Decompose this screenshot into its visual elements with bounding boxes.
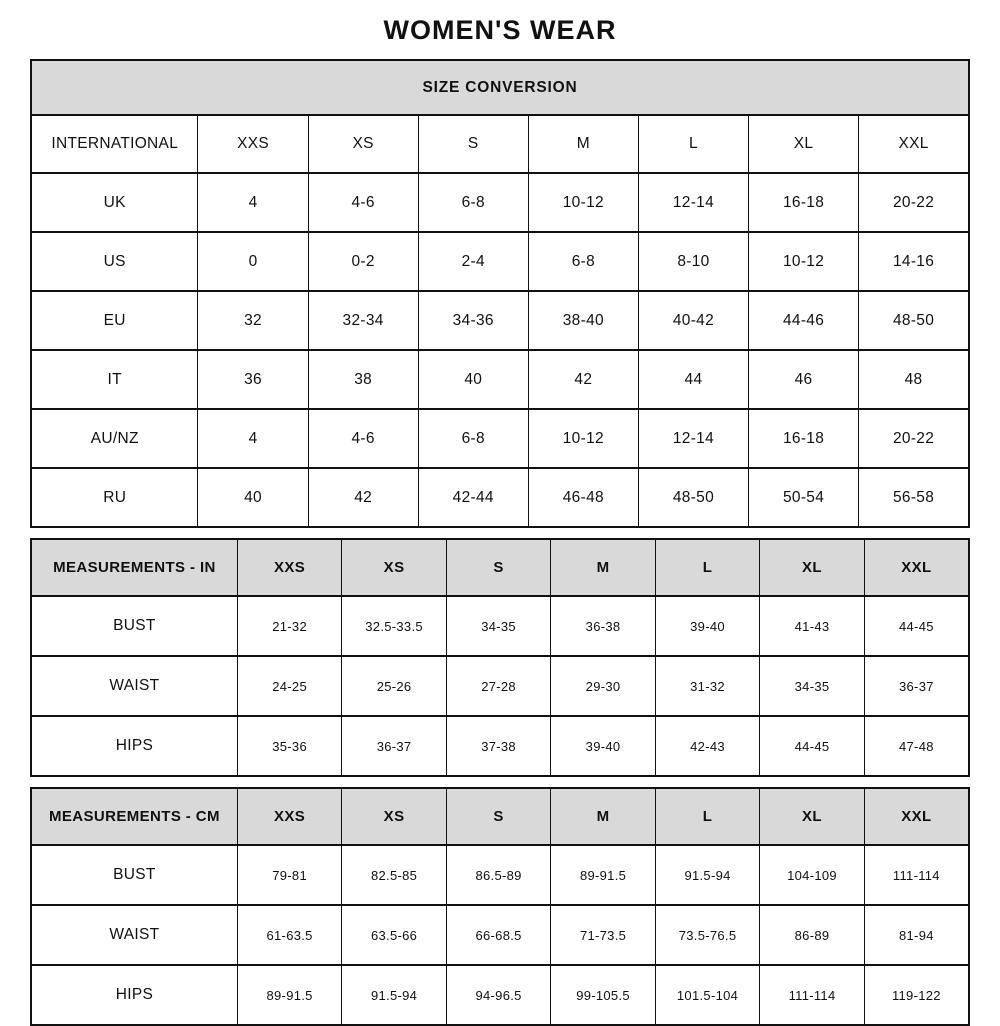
size-cell: 4 <box>198 409 308 468</box>
measurement-cell: 66-68.5 <box>446 905 550 965</box>
measurement-cell: 111-114 <box>760 965 864 1025</box>
measurement-cell: 31-32 <box>655 656 759 716</box>
size-cell: 4-6 <box>308 173 418 232</box>
row-label-cell: UK <box>31 173 198 232</box>
measurement-cell: 41-43 <box>760 596 864 656</box>
row-label-cell: RU <box>31 468 198 527</box>
col-header-cell: L <box>655 539 759 596</box>
measurement-cell: 71-73.5 <box>551 905 655 965</box>
size-cell: 36 <box>198 350 308 409</box>
size-cell: 42 <box>308 468 418 527</box>
col-header-cell: MEASUREMENTS - CM <box>31 788 237 845</box>
row-label-cell: BUST <box>31 845 237 905</box>
size-cell: 48-50 <box>638 468 748 527</box>
measurement-cell: 47-48 <box>864 716 969 776</box>
col-header-cell: XS <box>342 539 446 596</box>
measurement-cell: 86.5-89 <box>446 845 550 905</box>
size-cell: 6-8 <box>418 409 528 468</box>
table-row <box>31 232 969 291</box>
measurement-cell: 29-30 <box>551 656 655 716</box>
row-label-cell: EU <box>31 291 198 350</box>
measurement-cell: 111-114 <box>864 845 969 905</box>
measurement-cell: 89-91.5 <box>237 965 341 1025</box>
size-cell: 46-48 <box>528 468 638 527</box>
col-header-cell: XL <box>760 788 864 845</box>
measurement-cell: 36-37 <box>864 656 969 716</box>
col-header-cell: S <box>418 115 528 173</box>
size-cell: 40 <box>418 350 528 409</box>
size-cell: 16-18 <box>749 173 859 232</box>
size-cell: 46 <box>749 350 859 409</box>
column-header-row <box>31 788 969 845</box>
size-cell: 42-44 <box>418 468 528 527</box>
size-cell: 40-42 <box>638 291 748 350</box>
size-cell: 0 <box>198 232 308 291</box>
table-row <box>31 291 969 350</box>
measurement-cell: 25-26 <box>342 656 446 716</box>
size-cell: 48-50 <box>859 291 969 350</box>
row-label-cell: IT <box>31 350 198 409</box>
size-cell: 8-10 <box>638 232 748 291</box>
page-title: WOMEN'S WEAR <box>383 15 617 45</box>
size-cell: 44 <box>638 350 748 409</box>
col-header-cell: XXS <box>237 539 341 596</box>
table-row <box>31 173 969 232</box>
measurement-cell: 73.5-76.5 <box>655 905 759 965</box>
measurement-cell: 101.5-104 <box>655 965 759 1025</box>
measurement-cell: 82.5-85 <box>342 845 446 905</box>
row-label-cell: WAIST <box>31 905 237 965</box>
size-cell: 44-46 <box>749 291 859 350</box>
measurement-cell: 94-96.5 <box>446 965 550 1025</box>
col-header-cell: MEASUREMENTS - IN <box>31 539 237 596</box>
row-label-cell: HIPS <box>31 716 237 776</box>
measurement-cell: 89-91.5 <box>551 845 655 905</box>
table-row <box>31 965 969 1025</box>
col-header-cell: XXL <box>864 788 969 845</box>
size-cell: 32-34 <box>308 291 418 350</box>
table-row <box>31 845 969 905</box>
col-header-cell: XXL <box>864 539 969 596</box>
table-row <box>31 350 969 409</box>
table-row <box>31 596 969 656</box>
measurement-cell: 39-40 <box>551 716 655 776</box>
col-header-cell: INTERNATIONAL <box>31 115 198 173</box>
col-header-cell: XXS <box>237 788 341 845</box>
measurement-cell: 36-37 <box>342 716 446 776</box>
measurement-cell: 37-38 <box>446 716 550 776</box>
size-cell: 34-36 <box>418 291 528 350</box>
col-header-cell: S <box>446 539 550 596</box>
size-cell: 40 <box>198 468 308 527</box>
size-cell: 4 <box>198 173 308 232</box>
size-cell: 14-16 <box>859 232 969 291</box>
measurement-cell: 44-45 <box>864 596 969 656</box>
measurement-cell: 42-43 <box>655 716 759 776</box>
measurement-cell: 32.5-33.5 <box>342 596 446 656</box>
table-row <box>31 905 969 965</box>
column-header-row <box>31 115 969 173</box>
col-header-cell: XL <box>760 539 864 596</box>
row-label-cell: US <box>31 232 198 291</box>
measurement-cell: 21-32 <box>237 596 341 656</box>
size-cell: 38 <box>308 350 418 409</box>
size-cell: 4-6 <box>308 409 418 468</box>
measurement-cell: 35-36 <box>237 716 341 776</box>
col-header-cell: M <box>528 115 638 173</box>
table-row <box>31 656 969 716</box>
col-header-cell: L <box>655 788 759 845</box>
size-cell: 12-14 <box>638 409 748 468</box>
table-banner-row <box>31 60 969 115</box>
measurement-cell: 99-105.5 <box>551 965 655 1025</box>
size-cell: 20-22 <box>859 173 969 232</box>
size-cell: 2-4 <box>418 232 528 291</box>
size-conversion-table <box>30 59 970 528</box>
size-conversion-title: SIZE CONVERSION <box>31 60 969 115</box>
size-cell: 32 <box>198 291 308 350</box>
measurements-in-table <box>30 538 970 777</box>
col-header-cell: XXS <box>198 115 308 173</box>
size-cell: 50-54 <box>749 468 859 527</box>
column-header-row <box>31 539 969 596</box>
col-header-cell: XL <box>749 115 859 173</box>
row-label-cell: HIPS <box>31 965 237 1025</box>
col-header-cell: M <box>551 788 655 845</box>
measurement-cell: 36-38 <box>551 596 655 656</box>
measurement-cell: 104-109 <box>760 845 864 905</box>
size-cell: 48 <box>859 350 969 409</box>
row-label-cell: WAIST <box>31 656 237 716</box>
table-row <box>31 716 969 776</box>
measurement-cell: 61-63.5 <box>237 905 341 965</box>
size-cell: 16-18 <box>749 409 859 468</box>
measurements-cm-table <box>30 787 970 1026</box>
size-chart-sheet <box>30 0 970 1026</box>
row-label-cell: BUST <box>31 596 237 656</box>
size-cell: 56-58 <box>859 468 969 527</box>
measurement-cell: 27-28 <box>446 656 550 716</box>
col-header-cell: M <box>551 539 655 596</box>
size-cell: 10-12 <box>528 409 638 468</box>
size-cell: 20-22 <box>859 409 969 468</box>
measurement-cell: 34-35 <box>760 656 864 716</box>
table-row <box>31 468 969 527</box>
measurement-cell: 81-94 <box>864 905 969 965</box>
col-header-cell: XS <box>342 788 446 845</box>
measurement-cell: 39-40 <box>655 596 759 656</box>
measurement-cell: 63.5-66 <box>342 905 446 965</box>
size-cell: 10-12 <box>528 173 638 232</box>
measurement-cell: 79-81 <box>237 845 341 905</box>
measurement-cell: 91.5-94 <box>342 965 446 1025</box>
table-row <box>31 409 969 468</box>
measurement-cell: 91.5-94 <box>655 845 759 905</box>
measurement-cell: 24-25 <box>237 656 341 716</box>
measurement-cell: 119-122 <box>864 965 969 1025</box>
col-header-cell: XS <box>308 115 418 173</box>
size-cell: 10-12 <box>749 232 859 291</box>
size-cell: 6-8 <box>418 173 528 232</box>
size-cell: 12-14 <box>638 173 748 232</box>
measurement-cell: 44-45 <box>760 716 864 776</box>
col-header-cell: XXL <box>859 115 969 173</box>
size-cell: 38-40 <box>528 291 638 350</box>
size-cell: 42 <box>528 350 638 409</box>
size-cell: 6-8 <box>528 232 638 291</box>
col-header-cell: L <box>638 115 748 173</box>
col-header-cell: S <box>446 788 550 845</box>
row-label-cell: AU/NZ <box>31 409 198 468</box>
measurement-cell: 86-89 <box>760 905 864 965</box>
size-cell: 0-2 <box>308 232 418 291</box>
measurement-cell: 34-35 <box>446 596 550 656</box>
